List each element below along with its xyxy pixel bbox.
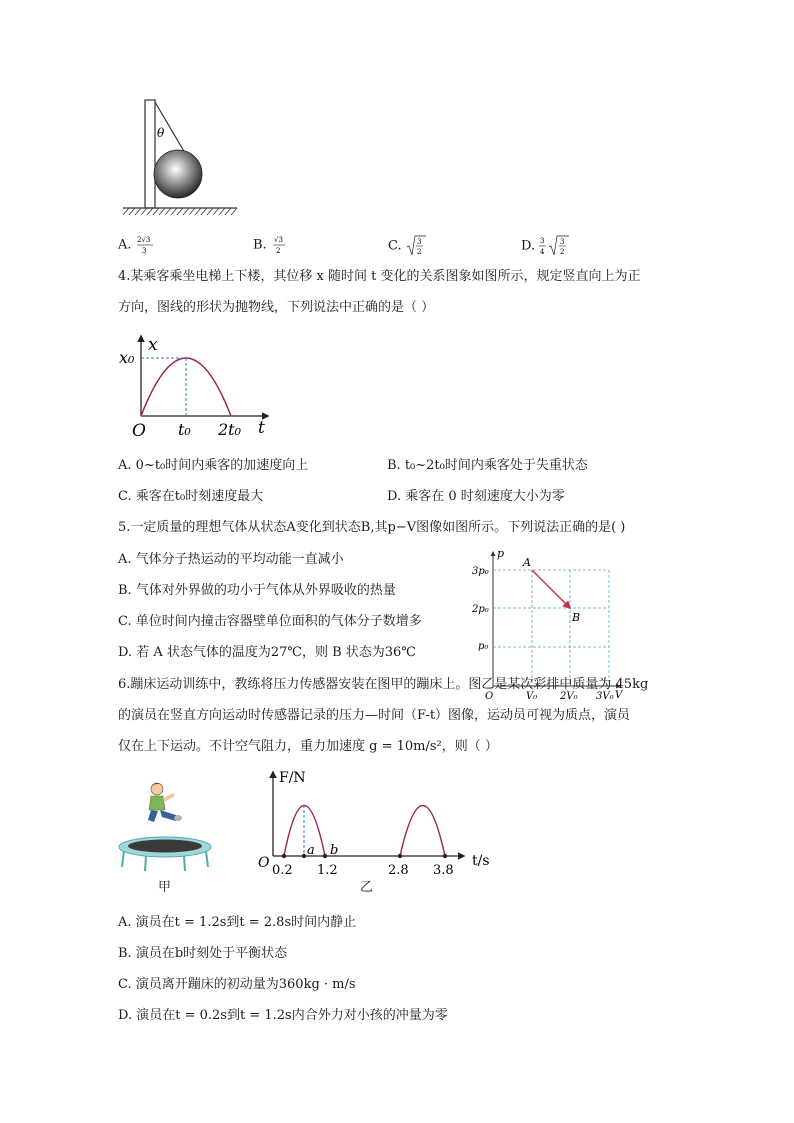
q4-origin: O — [132, 421, 146, 441]
person-shoe — [174, 815, 182, 821]
q6-option-a: A. 演员在t = 1.2s到t = 2.8s时间内静止 — [118, 915, 357, 930]
three-quarters-sqrt-3-over-2 — [539, 234, 573, 258]
q5-option-d: D. 若 A 状态气体的温度为27℃，则 B 状态为36℃ — [118, 645, 416, 660]
q6-b-label: b — [330, 843, 339, 858]
q5-x-tick-v0: V₀ — [526, 691, 538, 702]
q6-option-d: D. 演员在t = 0.2s到t = 1.2s内合外力对小孩的冲量为零 — [118, 1008, 448, 1023]
q5-x-tick-2v0: 2V₀ — [560, 691, 578, 702]
q5-a-label: A — [523, 556, 531, 569]
q5-y-tick-3p0: 3p₀ — [472, 566, 489, 577]
q5-a-to-b-arrow — [532, 570, 570, 608]
q3-option-d: D. 3 4 3 2 — [521, 234, 573, 258]
q5-stem: 5.一定质量的理想气体从状态A变化到状态B,其p−V图像如图所示。下列说法正确的是( ) — [118, 520, 626, 535]
q6-a-label: a — [307, 843, 315, 858]
q6-tick-2-8: 2.8 — [388, 863, 409, 878]
sqrt-3-over-2 — [406, 234, 428, 258]
frac-sqrt3-over-2 — [271, 234, 291, 256]
q4-t0-label: t₀ — [178, 420, 191, 439]
q6-option-b: B. 演员在b时刻处于平衡状态 — [118, 946, 288, 961]
svg-text:3: 3 — [540, 237, 545, 245]
q6-stem-line2: 的演员在竖直方向运动时传感器记录的压力—时间（F-t）图像，运动员可视为质点，演员 — [118, 708, 631, 723]
q6-origin: O — [258, 855, 270, 871]
q5-y-tick-p0: p₀ — [478, 641, 489, 652]
q4-2t0-label: 2t₀ — [218, 420, 242, 439]
svg-text:4: 4 — [540, 248, 545, 256]
ground-hatch — [123, 208, 237, 215]
person-arm — [163, 793, 175, 802]
person-body — [149, 796, 165, 810]
q4-x0-label: x₀ — [119, 348, 135, 367]
q4-stem-line2: 方向，图线的形状为抛物线，下列说法中正确的是（ ） — [118, 300, 435, 315]
person-leg2 — [160, 810, 176, 821]
q5-x-label: V — [615, 690, 623, 701]
svg-text:3: 3 — [416, 238, 422, 246]
q6-tick-0-2: 0.2 — [272, 863, 293, 878]
theta-label: θ — [157, 126, 165, 140]
q5-option-b: B. 气体对外界做的功小于气体从外界吸收的热量 — [118, 583, 396, 598]
q3-option-c: C. 3 2 — [388, 234, 428, 258]
person-leg — [148, 810, 158, 822]
q6-tick-3-8: 3.8 — [433, 863, 454, 878]
q4-stem-line1: 4.某乘客乘坐电梯上下楼，其位移 x 随时间 t 变化的关系图象如图所示，规定竖直向上为正 — [118, 269, 641, 284]
q6-y-label: F/N — [279, 770, 306, 786]
ball — [154, 150, 202, 198]
svg-text:2: 2 — [275, 247, 281, 255]
q3-option-a: A. 2√3 3 — [118, 234, 156, 256]
q3-wall-ball-figure — [115, 95, 245, 220]
frac-2sqrt3-over-3 — [136, 234, 156, 256]
q4-x-label: t — [258, 418, 265, 438]
q4-option-d: D. 乘客在 0 时刻速度大小为零 — [387, 489, 565, 504]
q6-stem-line1: 6.蹦床运动训练中，教练将压力传感器安装在图甲的蹦床上。图乙是某次彩排中质量为 45kg — [118, 677, 649, 692]
q5-grid — [493, 570, 609, 686]
q6-x-label: t/s — [472, 853, 490, 869]
q5-option-a: A. 气体分子热运动的平均动能一直减小 — [118, 552, 344, 567]
q5-b-label: B — [572, 611, 581, 624]
q6-stem-line3: 仅在上下运动。不计空气阻力，重力加速度 g = 10m/s²，则（ ） — [118, 739, 498, 754]
q6-fig-caption-jia: 甲 — [158, 880, 172, 895]
wall — [145, 100, 155, 208]
q4-option-a: A. 0~t₀时间内乘客的加速度向上 — [118, 458, 309, 473]
q5-y-tick-2p0: 2p₀ — [472, 604, 489, 615]
q6-f-t-graph — [254, 767, 504, 882]
q5-option-c: C. 单位时间内撞击容器壁单位面积的气体分子数增多 — [118, 614, 422, 629]
q4-parabola — [141, 358, 231, 416]
svg-text:3: 3 — [560, 238, 565, 246]
q6-tick-1-2: 1.2 — [317, 863, 338, 878]
q4-option-b: B. t₀~2t₀时间内乘客处于失重状态 — [387, 458, 588, 473]
q5-p-label: p — [497, 547, 505, 560]
q4-x-t-graph — [118, 330, 278, 442]
trampoline-mat — [128, 840, 202, 853]
svg-text:2: 2 — [560, 248, 565, 256]
svg-text:√3: √3 — [273, 236, 283, 244]
q6-pulse-2 — [400, 806, 445, 857]
q5-x-tick-3v0: 3V₀ — [596, 691, 614, 702]
q6-fig-caption-yi: 乙 — [360, 880, 374, 895]
svg-text:3: 3 — [141, 247, 147, 255]
q4-y-label: x — [148, 335, 158, 355]
q3-option-b: B. √3 2 — [253, 234, 291, 256]
q4-option-c: C. 乘客在t₀时刻速度最大 — [118, 489, 264, 504]
person-head — [151, 783, 163, 795]
q6-option-c: C. 演员离开蹦床的初动量为360kg · m/s — [118, 977, 356, 992]
q5-origin: O — [485, 691, 494, 702]
svg-text:2: 2 — [416, 248, 422, 256]
svg-text:2√3: 2√3 — [136, 236, 151, 244]
q6-trampoline-figure — [118, 775, 218, 875]
